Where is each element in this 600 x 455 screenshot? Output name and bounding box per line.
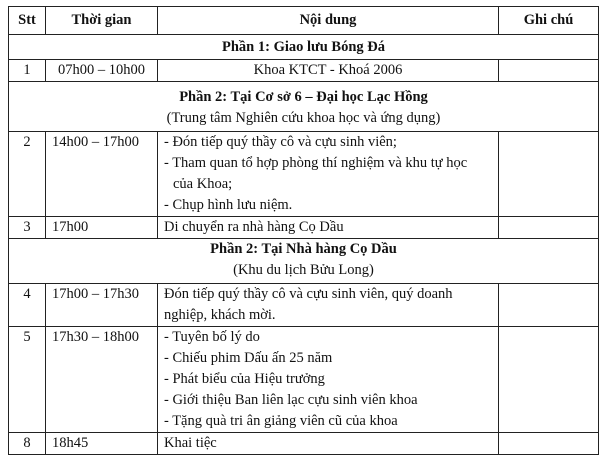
content-line: Đón tiếp quý thầy cô và cựu sinh viên, quý doanh: [164, 286, 453, 302]
header-stt: Stt: [9, 7, 46, 35]
section-row: [9, 82, 599, 132]
content-line: - Đón tiếp quý thầy cô và cựu sinh viên;: [164, 134, 397, 150]
content-line: - Tuyên bố lý do: [164, 329, 260, 345]
content-line: - Tham quan tổ hợp phòng thí nghiệm và khu tự học: [164, 155, 468, 171]
table-row: [9, 284, 599, 327]
content-line: - Giới thiệu Ban liên lạc cựu sinh viên khoa: [164, 392, 418, 408]
row-content: Di chuyển ra nhà hàng Cọ Dầu: [158, 217, 499, 239]
table-row: [9, 433, 599, 455]
header-note: Ghi chú: [499, 7, 599, 35]
row-note: [499, 217, 599, 239]
row-stt: 1: [9, 60, 46, 82]
section-title: Phần 2: Tại Nhà hàng Cọ Dầu: [210, 241, 397, 257]
row-time: 17h00 – 17h30: [46, 284, 158, 327]
table-row: [9, 132, 599, 217]
header-row: [9, 7, 599, 35]
row-content: [158, 132, 499, 217]
row-time: 18h45: [46, 433, 158, 455]
row-stt: 3: [9, 217, 46, 239]
header-content: Nội dung: [158, 7, 499, 35]
row-content: Khai tiệc: [158, 433, 499, 455]
content-line: - Phát biểu của Hiệu trưởng: [164, 371, 325, 387]
row-time: 07h00 – 10h00: [46, 60, 158, 82]
content-line: nghiệp, khách mời.: [164, 307, 276, 323]
row-content: [158, 327, 499, 433]
schedule-table: [8, 6, 599, 455]
row-note: [499, 284, 599, 327]
row-time: 17h30 – 18h00: [46, 327, 158, 433]
header-time: Thời gian: [46, 7, 158, 35]
section-subtitle: (Trung tâm Nghiên cứu khoa học và ứng dụng): [166, 110, 441, 126]
content-line: - Chụp hình lưu niệm.: [164, 197, 293, 213]
table-row: [9, 60, 599, 82]
table-row: [9, 327, 599, 433]
section-row: [9, 239, 599, 284]
content-line: - Tặng quà tri ân giảng viên cũ của khoa: [164, 413, 398, 429]
row-stt: 4: [9, 284, 46, 327]
row-time: 17h00: [46, 217, 158, 239]
row-note: [499, 433, 599, 455]
row-stt: 2: [9, 132, 46, 217]
section-row: [9, 35, 599, 60]
content-line: của Khoa;: [173, 176, 233, 192]
row-note: [499, 327, 599, 433]
row-note: [499, 60, 599, 82]
row-stt: 8: [9, 433, 46, 455]
table-row: [9, 217, 599, 239]
row-stt: 5: [9, 327, 46, 433]
row-content: [158, 284, 499, 327]
row-content: Khoa KTCT - Khoá 2006: [158, 60, 499, 82]
section-title: Phần 2: Tại Cơ sở 6 – Đại học Lạc Hồng: [179, 89, 428, 105]
content-line: - Chiếu phim Dấu ấn 25 năm: [164, 350, 333, 366]
row-note: [499, 132, 599, 217]
section-title: Phần 1: Giao lưu Bóng Đá: [222, 38, 385, 55]
row-time: 14h00 – 17h00: [46, 132, 158, 217]
section-subtitle: (Khu du lịch Bửu Long): [233, 262, 374, 278]
